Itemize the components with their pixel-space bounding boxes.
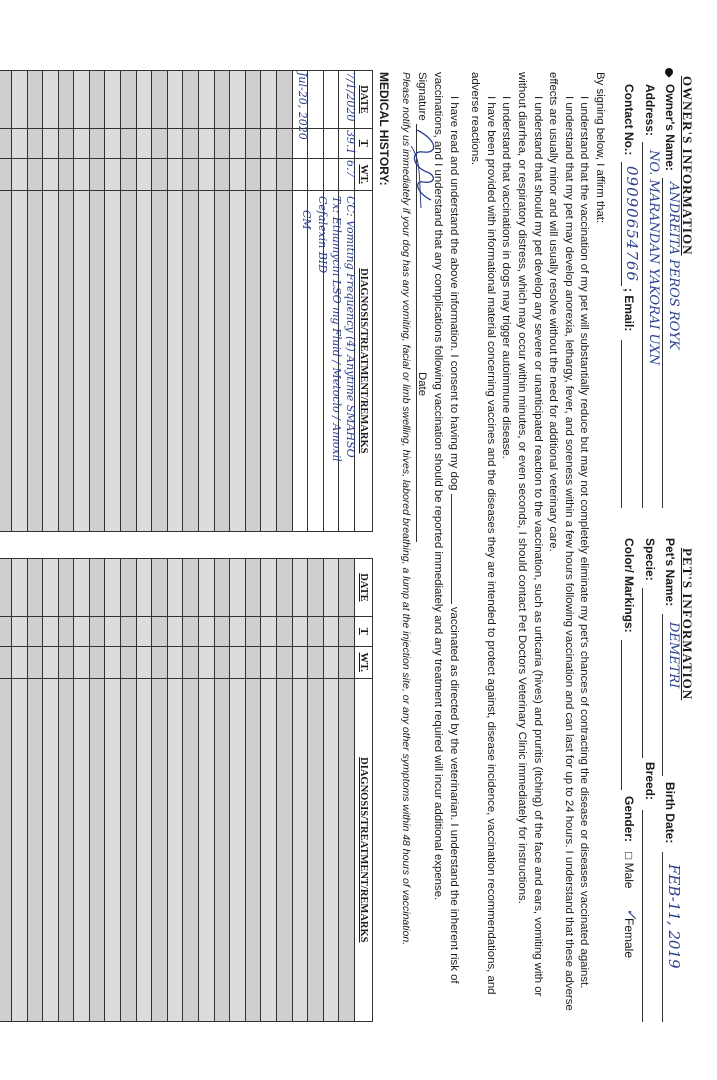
- entry1-date: 7/1/2020: [344, 72, 357, 122]
- dog-name-line[interactable]: [451, 494, 452, 604]
- owner-name-value: ANDREITA PEROS ROYK: [666, 182, 681, 350]
- table-row: [58, 71, 74, 532]
- owner-name-line: [662, 178, 663, 508]
- column-date: DATE: [355, 559, 373, 617]
- consent-block: [398, 72, 607, 1022]
- table-row: [230, 71, 246, 532]
- consent-intro: By signing below, I affirm that:: [594, 72, 606, 224]
- specie-line: [642, 588, 643, 758]
- address-label: Address:: [643, 84, 657, 137]
- pet-section-title: PET'S INFORMATION: [680, 548, 695, 701]
- table-row: [230, 559, 246, 1022]
- table-row: [105, 559, 121, 1022]
- consent-p6a-end: vaccinated as directed by the veterinarian. I understand the inherent risk of: [447, 606, 460, 984]
- owner-section-title: OWNER'S INFORMATION: [680, 76, 695, 256]
- breed-label: Breed:: [643, 762, 657, 801]
- table-row: [199, 559, 215, 1022]
- entry1-line2: Tx: Ethamycin LSO mg Fluid / Metoclo / Amoxil: [330, 196, 343, 462]
- contact-line: [621, 162, 622, 286]
- table-row: [11, 71, 27, 532]
- consent-p1: I understand that the vaccination of my pet will substantially reduce but may not completely eliminate my pet's chances of contracting the disease or diseases vaccinated against.: [578, 96, 591, 989]
- table-row: [0, 559, 11, 1022]
- table-row: [89, 559, 105, 1022]
- entry2-date: Jul-20, 2020: [296, 72, 309, 140]
- table-row: [74, 559, 90, 1022]
- address-value: NO. MARANDAN YAKORAI UXN: [646, 150, 661, 366]
- color-line: [621, 640, 622, 790]
- table-row: [11, 559, 27, 1022]
- specie-label: Specie:: [643, 538, 657, 581]
- table-row: [261, 559, 277, 1022]
- email-label: ; Email:: [622, 288, 636, 332]
- bullet-icon: [663, 66, 674, 77]
- medical-history-table-right: [0, 558, 373, 1022]
- date-line[interactable]: [416, 402, 417, 542]
- table-row: [308, 559, 324, 1022]
- breed-line: [642, 810, 643, 1022]
- column-remarks: DIAGNOSIS/TREATMENT/REMARKS: [355, 678, 373, 1021]
- consent-p4: I understand that vaccinations in dogs may trigger autoimmune disease.: [500, 96, 513, 459]
- table-row: [183, 71, 199, 532]
- medical-history-title: MEDICAL HISTORY:: [377, 72, 391, 186]
- contact-value: 09090654766: [623, 166, 641, 282]
- signature-label: Signature: [416, 72, 429, 121]
- consent-p5b: adverse reactions.: [469, 72, 482, 166]
- table-row: [261, 71, 277, 532]
- pet-name-line: [662, 614, 663, 776]
- table-row: [167, 559, 183, 1022]
- birth-date-value: FEB-11, 2019: [665, 864, 683, 969]
- table-row: [167, 71, 183, 532]
- date-label: Date: [416, 372, 429, 397]
- birth-date-label: Birth Date:: [663, 782, 677, 844]
- consent-notice: Please notify us immediately if your dog has any vomiting, facial or limb swelling, hives, labored breathing, a lump at the injection site, or any other symptoms within 48 hours of vaccination.: [400, 72, 413, 946]
- column-weight: WT.: [355, 646, 373, 678]
- contact-label: Contact No.:: [622, 84, 636, 156]
- consent-p5a: I have been provided with informational material concerning vaccines and the diseases they are intended to protect against, disease incidence, vaccination recommendations, and: [484, 96, 497, 995]
- table-row: [277, 559, 293, 1022]
- table-row: [277, 71, 293, 532]
- table-row: [308, 71, 324, 532]
- table-row: [27, 559, 43, 1022]
- table-row: [121, 559, 137, 1022]
- consent-p6a: [445, 72, 461, 1022]
- table-row: [214, 71, 230, 532]
- birth-date-line: [662, 852, 663, 1022]
- table-row: [136, 71, 152, 532]
- email-line: [621, 340, 622, 508]
- entry1-line1: CC: Vomiting Frequency (4) Anytime SMAHSO: [344, 196, 357, 458]
- table-row: [323, 559, 339, 1022]
- table-row: [199, 71, 215, 532]
- entry1-weight: 6.7: [344, 160, 357, 178]
- consent-p6b: vaccinations, and I understand that any complications following vaccination should be reported immediately and any treatment required will incur additional expense.: [432, 72, 445, 901]
- gender-label: Gender:: [622, 796, 636, 843]
- entry1-temp: 39.1: [344, 130, 357, 155]
- consent-p3b: without diarrhea, or respiratory distress, which may occur within minutes, or even seconds, I should contact Pet Doctors Veterinary Clinic immediately for instructions.: [516, 72, 529, 904]
- table-row: [58, 559, 74, 1022]
- table-row: [339, 559, 355, 1022]
- table-row: [152, 559, 168, 1022]
- table-row: [292, 559, 308, 1022]
- table-row: [152, 71, 168, 532]
- table-row: [27, 71, 43, 532]
- signature-row: [413, 72, 429, 1022]
- table-row: [43, 559, 59, 1022]
- color-label: Color/ Markings:: [622, 538, 636, 633]
- table-header-row: [355, 71, 373, 532]
- owner-name-label: Owner's Name:: [663, 84, 677, 171]
- column-temp: T: [355, 128, 373, 158]
- table-row: [245, 71, 261, 532]
- pet-name-value: DEMETRI: [666, 622, 681, 689]
- consent-p2a: I understand that my pet may develop anorexia, lethargy, fever, and soreness within a few hours following vaccination and can last for up to 24 hours. I understand that these adverse: [562, 96, 575, 1011]
- consent-p2b: effects are usually minor and will usually resolve without the need for additional veterinary care.: [547, 72, 560, 552]
- column-date: DATE: [355, 71, 373, 129]
- table-row: [245, 559, 261, 1022]
- table-header-row: [355, 559, 373, 1022]
- table-row: [136, 559, 152, 1022]
- column-remarks: DIAGNOSIS/TREATMENT/REMARKS: [355, 190, 373, 531]
- column-weight: WT.: [355, 158, 373, 190]
- table-row: [0, 71, 11, 532]
- gender-female-option[interactable]: Female: [622, 918, 636, 959]
- table-row: [74, 71, 90, 532]
- address-line: [642, 142, 643, 508]
- table-row: [105, 71, 121, 532]
- consent-p3a: I understand that should my pet develop any severe or unanticipated reaction to the vaccination, such as urticaria (hives) and pruritis (itching) of the face and ears, vomiting with or: [531, 96, 544, 997]
- table-row: [183, 559, 199, 1022]
- entry2-line1: CM: [300, 210, 313, 230]
- signature-scribble: [407, 126, 441, 216]
- table-row: [214, 559, 230, 1022]
- table-row: [89, 71, 105, 532]
- consent-p6a-start: I have read and understand the above information. I consent to having my dog: [447, 96, 460, 491]
- entry1-line3: Cefalexin BID: [316, 196, 329, 274]
- female-check-icon: ✓: [623, 908, 639, 920]
- column-temp: T: [355, 616, 373, 646]
- medical-history-table-left: [0, 70, 373, 532]
- gender-male-option[interactable]: □ Male: [622, 852, 636, 889]
- pet-name-label: Pet's Name:: [663, 538, 677, 607]
- table-row: [121, 71, 137, 532]
- table-row: [43, 71, 59, 532]
